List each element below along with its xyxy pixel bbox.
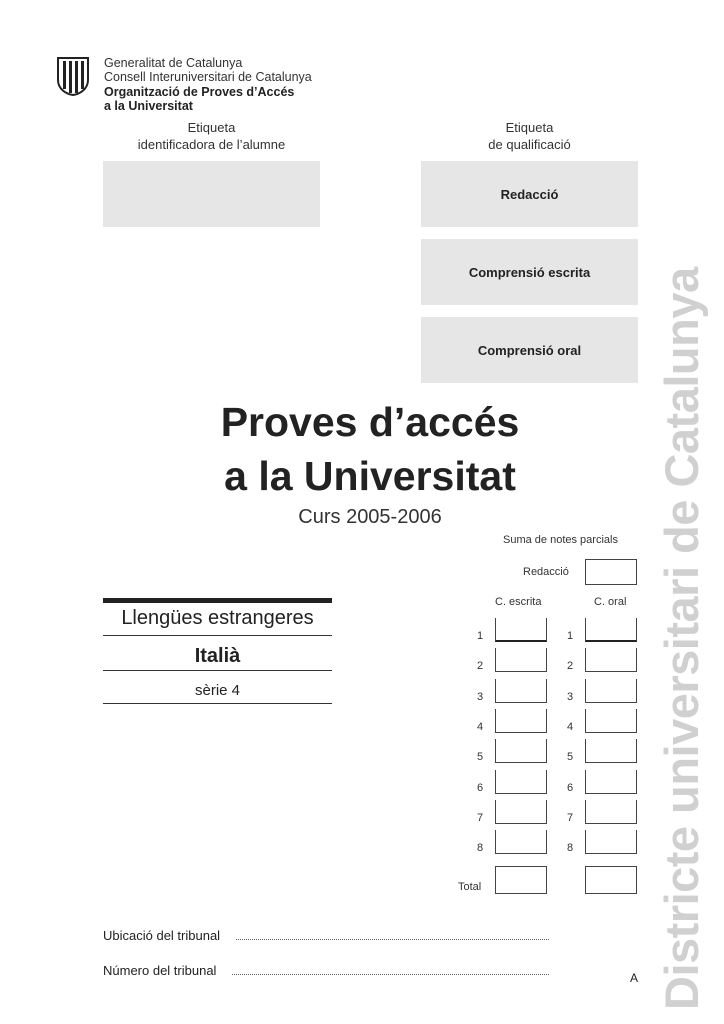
- score-row-number-written: 2: [476, 660, 484, 673]
- score-redaccio-box[interactable]: [585, 559, 637, 585]
- score-oral-box-3[interactable]: [585, 679, 637, 703]
- score-oral-box-8[interactable]: [585, 830, 637, 854]
- tribunal-location-field[interactable]: [236, 939, 549, 940]
- score-row-number-oral: 2: [566, 660, 574, 673]
- score-written-box-8[interactable]: [495, 830, 547, 854]
- grade-box-comprensio-escrita-label: Comprensió escrita: [468, 264, 591, 280]
- scores-total-label: Total: [458, 881, 482, 893]
- org-line-organitzacio: Organització de Proves d’Accés: [104, 85, 295, 99]
- score-row-number-written: 7: [476, 811, 484, 824]
- score-row-number-oral: 7: [566, 811, 574, 824]
- score-row-number-written: 1: [476, 630, 484, 642]
- grade-box-redaccio-label: Redacció: [500, 186, 559, 202]
- score-row-number-oral: 6: [566, 781, 574, 794]
- score-written-box-1[interactable]: [495, 618, 547, 642]
- tribunal-location-label: Ubicació del tribunal: [103, 928, 221, 943]
- grade-label-line2: de qualificació: [488, 137, 571, 152]
- student-label-line2: identificadora de l’alumne: [137, 137, 286, 152]
- student-label-line1: Etiqueta: [187, 120, 236, 135]
- score-row-number-written: 5: [476, 751, 484, 764]
- score-row-number-written: 6: [476, 781, 484, 794]
- score-written-box-3[interactable]: [495, 679, 547, 703]
- score-written-box-6[interactable]: [495, 770, 547, 794]
- score-row-number-written: 8: [476, 842, 484, 855]
- score-oral-box-5[interactable]: [585, 739, 637, 763]
- score-row-number-written: 3: [476, 690, 484, 703]
- grade-box-comprensio-oral: [421, 317, 638, 383]
- scores-col-oral: C. oral: [594, 596, 627, 608]
- student-label-caption: [103, 119, 320, 153]
- score-row-number-written: 4: [476, 720, 484, 733]
- score-oral-box-7[interactable]: [585, 800, 637, 824]
- score-written-box-2[interactable]: [495, 648, 547, 672]
- score-oral-box-1[interactable]: [585, 618, 637, 642]
- score-row-number-oral: 1: [566, 630, 574, 642]
- title-line2: a la Universitat: [224, 453, 516, 499]
- score-row-number-oral: 3: [566, 690, 574, 703]
- scores-heading: Suma de notes parcials: [503, 534, 618, 546]
- subject-divider-1: [103, 635, 332, 636]
- score-oral-box-2[interactable]: [585, 648, 637, 672]
- score-total-oral-box[interactable]: [585, 866, 637, 894]
- score-oral-box-6[interactable]: [585, 770, 637, 794]
- subject-top-rule: [103, 598, 332, 603]
- grade-box-comprensio-oral-label: Comprensió oral: [477, 342, 582, 358]
- scores-col-written: C. escrita: [495, 596, 542, 608]
- subject-language: Italià: [194, 645, 241, 667]
- subject-series: sèrie 4: [194, 682, 241, 699]
- tribunal-number-field[interactable]: [232, 974, 549, 975]
- org-line-universitat: a la Universitat: [104, 99, 193, 113]
- org-line-generalitat: Generalitat de Catalunya: [104, 56, 243, 70]
- subject-area: Llengües estrangeres: [121, 607, 314, 629]
- subject-divider-3: [103, 703, 332, 704]
- grade-label-line1: Etiqueta: [505, 120, 554, 135]
- score-oral-box-4[interactable]: [585, 709, 637, 733]
- grade-box-redaccio: [421, 161, 638, 227]
- course-year: Curs 2005-2006: [298, 506, 442, 528]
- student-label-area: [103, 161, 320, 227]
- exam-version-letter: A: [630, 971, 639, 985]
- score-row-number-oral: 5: [566, 751, 574, 764]
- generalitat-logo-icon: [56, 56, 90, 96]
- score-total-written-box[interactable]: [495, 866, 547, 894]
- score-row-number-oral: 8: [566, 842, 574, 855]
- grade-box-comprensio-escrita: [421, 239, 638, 305]
- scores-redaccio-label: Redacció: [523, 566, 569, 578]
- title-line1: Proves d’accés: [220, 399, 520, 445]
- score-written-box-7[interactable]: [495, 800, 547, 824]
- score-written-box-4[interactable]: [495, 709, 547, 733]
- score-row-number-oral: 4: [566, 720, 574, 733]
- org-line-consell: Consell Interuniversitari de Catalunya: [104, 70, 312, 84]
- tribunal-number-label: Número del tribunal: [103, 963, 217, 978]
- score-written-box-5[interactable]: [495, 739, 547, 763]
- grade-label-caption: [421, 119, 638, 153]
- subject-divider-2: [103, 670, 332, 671]
- side-district-text: Districte universitari de Catalunya: [655, 267, 708, 1010]
